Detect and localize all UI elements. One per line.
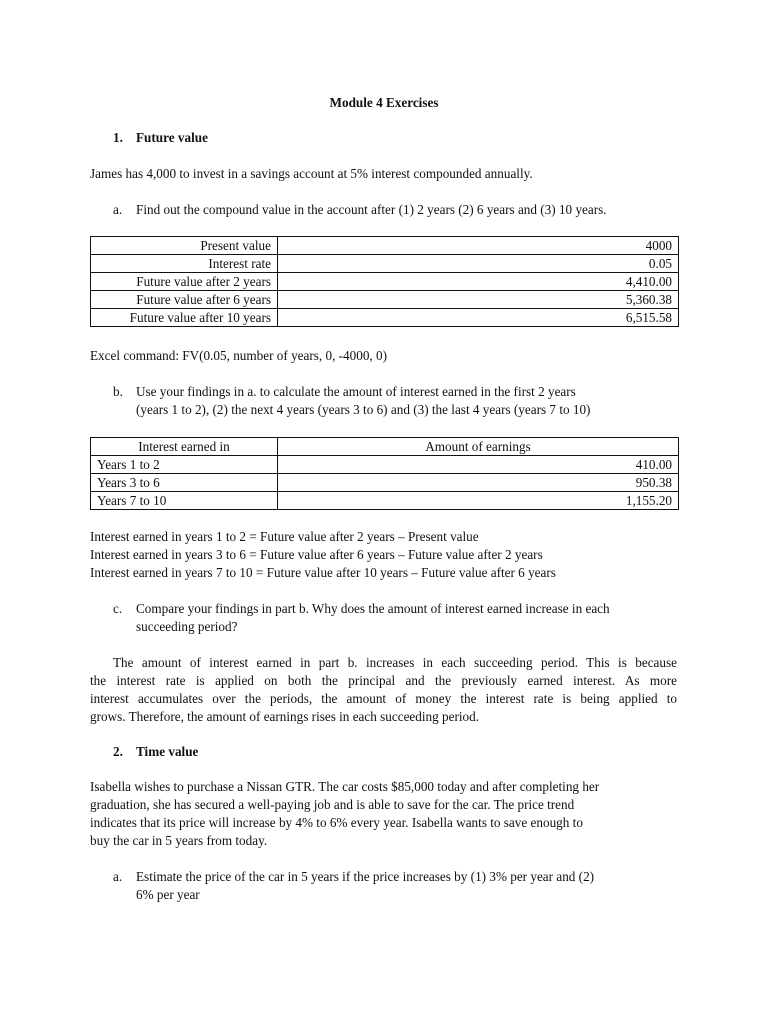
formula-line: Interest earned in years 3 to 6 = Future value after 6 years – Future value after 2 years [90,547,543,562]
section1-heading: Future value [136,130,208,145]
row-label: Interest rate [91,255,278,273]
part-c-question-line1: Compare your findings in part b. Why does the amount of interest earned increase in each [136,601,610,616]
table-header-row [91,438,679,456]
section2-intro-line: Isabella wishes to purchase a Nissan GTR. The car costs $85,000 today and after completing her [90,779,600,794]
row-value: 5,360.38 [278,291,679,309]
row-label: Future value after 2 years [91,273,278,291]
section2-intro-line: indicates that its price will increase by 4% to 6% every year. Isabella wants to save enough to [90,815,583,830]
part-a-marker: a. [113,202,123,217]
section2-part-a-question-line1: Estimate the price of the car in 5 years if the price increases by (1) 3% per year and (2) [136,869,595,884]
part-c-marker: c. [113,601,123,616]
part-b-marker: b. [113,384,123,399]
row-value: 4000 [278,237,679,255]
page-title: Module 4 Exercises [329,95,439,110]
row-value: 0.05 [278,255,679,273]
row-label: Years 1 to 2 [91,456,278,474]
row-value: 410.00 [278,456,679,474]
section2-intro-line: buy the car in 5 years from today. [90,833,268,848]
row-label: Future value after 6 years [91,291,278,309]
answer-line: grows. Therefore, the amount of earnings rises in each succeeding period. [90,709,480,724]
row-label: Future value after 10 years [91,309,278,327]
part-c-question-line2: succeeding period? [136,619,238,634]
formula-line: Interest earned in years 1 to 2 = Future value after 2 years – Present value [90,529,479,544]
part-b-question-line2: (years 1 to 2), (2) the next 4 years (years 3 to 6) and (3) the last 4 years (years 7 to 10) [136,402,591,417]
table-row [91,255,679,273]
table-row [91,474,679,492]
part-a-question: Find out the compound value in the account after (1) 2 years (2) 6 years and (3) 10 years. [136,202,607,217]
answer-line: The amount of interest earned in part b. increases in each succeeding period. This is because [113,655,677,670]
table-row [91,237,679,255]
table-row [91,309,679,327]
table-row [91,456,679,474]
header-interest-earned-in: Interest earned in [91,438,278,456]
answer-line: the interest rate is applied on both the principal and the previously earned interest. As more [90,673,677,688]
section2-heading: Time value [136,744,199,759]
part-b-question-line1: Use your findings in a. to calculate the amount of interest earned in the first 2 years [136,384,576,399]
table-row [91,291,679,309]
row-value: 4,410.00 [278,273,679,291]
future-value-table [90,236,679,327]
row-label: Years 3 to 6 [91,474,278,492]
formula-line: Interest earned in years 7 to 10 = Future value after 10 years – Future value after 6 years [90,565,556,580]
section2-intro-line: graduation, she has secured a well-paying job and is able to save for the car. The price trend [90,797,575,812]
header-amount-of-earnings: Amount of earnings [278,438,679,456]
section2-part-a-question-line2: 6% per year [136,887,200,902]
table-row [91,273,679,291]
section2-number: 2. [113,744,123,759]
excel-command-note: Excel command: FV(0.05, number of years, 0, -4000, 0) [90,348,388,363]
section2-part-a-marker: a. [113,869,123,884]
interest-earned-table [90,437,679,510]
section1-intro: James has 4,000 to invest in a savings account at 5% interest compounded annually. [90,166,533,181]
section1-number: 1. [113,130,123,145]
row-value: 950.38 [278,474,679,492]
row-value: 1,155.20 [278,492,679,510]
row-value: 6,515.58 [278,309,679,327]
table-row [91,492,679,510]
row-label: Present value [91,237,278,255]
answer-line: interest accumulates over the periods, the amount of money the interest rate is being applied to [90,691,677,706]
row-label: Years 7 to 10 [91,492,278,510]
